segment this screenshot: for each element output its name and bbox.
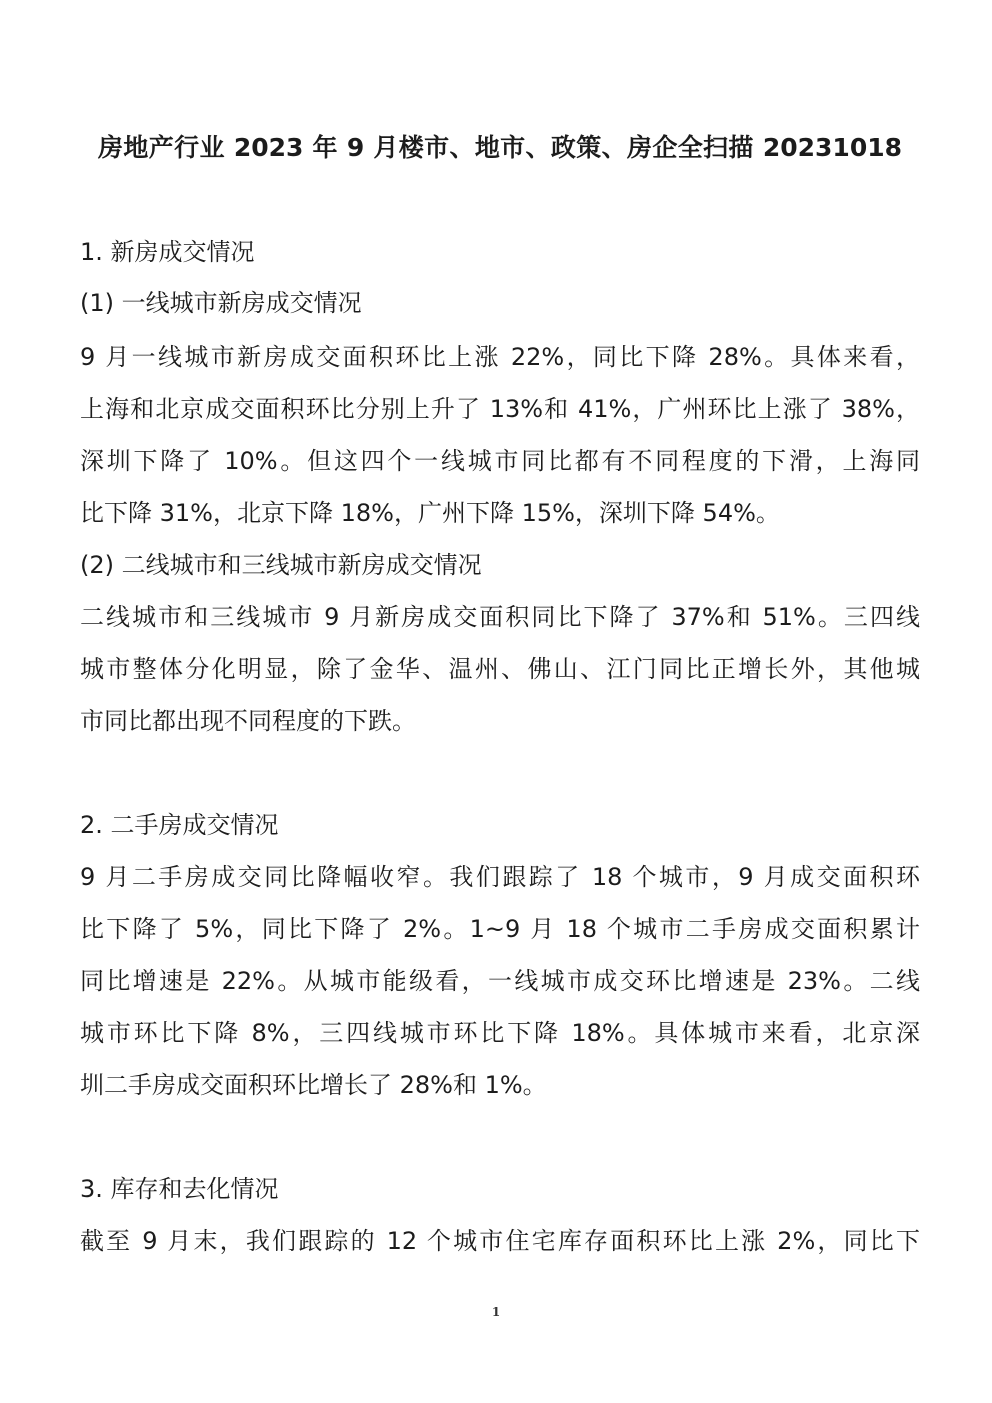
paragraph-line: 9 月一线城市新房成交面积环比上涨 22%，同比下降 28%。具体来看， (80, 343, 920, 371)
section-heading-2: 2. 二手房成交情况 (80, 811, 279, 839)
paragraph-line: 截至 9 月末，我们跟踪的 12 个城市住宅库存面积环比上涨 2%，同比下 (80, 1227, 920, 1255)
paragraph-line: 比下降 31%，北京下降 18%，广州下降 15%，深圳下降 54%。 (80, 499, 780, 527)
paragraph-line: 圳二手房成交面积环比增长了 28%和 1%。 (80, 1071, 547, 1099)
paragraph-line: 上海和北京成交面积环比分别上升了 13%和 41%，广州环比上涨了 38%， (80, 395, 920, 423)
subsection-heading-1-1: (1) 一线城市新房成交情况 (80, 289, 362, 317)
paragraph-line: 二线城市和三线城市 9 月新房成交面积同比下降了 37%和 51%。三四线 (80, 603, 920, 631)
paragraph-line: 城市环比下降 8%，三四线城市环比下降 18%。具体城市来看，北京深 (80, 1019, 920, 1047)
paragraph-line: 城市整体分化明显，除了金华、温州、佛山、江门同比正增长外，其他城 (80, 655, 920, 683)
document-title: 房地产行业 2023 年 9 月楼市、地市、政策、房企全扫描 20231018 (98, 133, 902, 162)
paragraph-line: 9 月二手房成交同比降幅收窄。我们跟踪了 18 个城市，9 月成交面积环 (80, 863, 920, 891)
paragraph-line: 同比增速是 22%。从城市能级看，一线城市成交环比增速是 23%。二线 (80, 967, 920, 995)
paragraph-line: 深圳下降了 10%。但这四个一线城市同比都有不同程度的下滑，上海同 (80, 447, 920, 475)
page-number: 1 (491, 1305, 501, 1319)
paragraph-line: 比下降了 5%，同比下降了 2%。1~9 月 18 个城市二手房成交面积累计 (80, 915, 920, 943)
paragraph-line: 市同比都出现不同程度的下跌。 (80, 707, 416, 735)
subsection-heading-1-2: (2) 二线城市和三线城市新房成交情况 (80, 551, 482, 579)
section-heading-3: 3. 库存和去化情况 (80, 1175, 279, 1203)
section-heading-1: 1. 新房成交情况 (80, 238, 255, 266)
